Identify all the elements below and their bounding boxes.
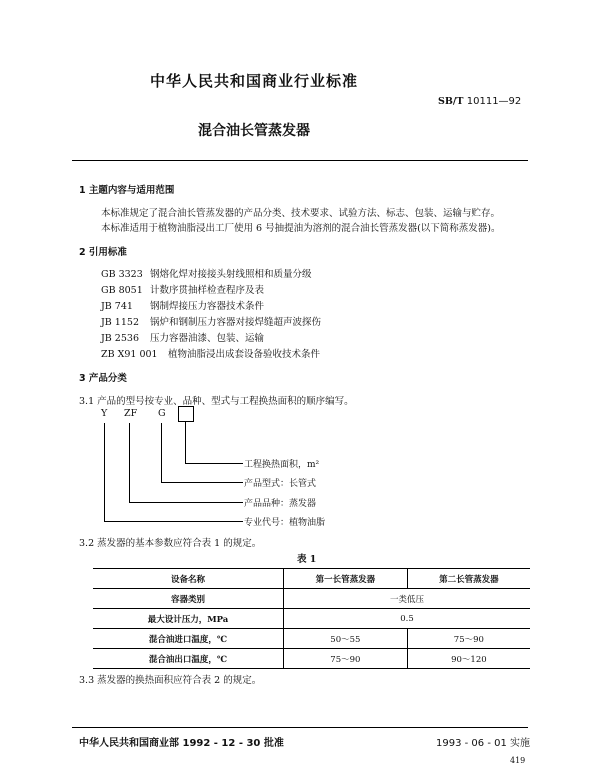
reference-item [101, 298, 264, 312]
table-cell-merged: 0.5 [284, 609, 531, 629]
leader-line-box [185, 421, 186, 463]
table-cell: 75～90 [407, 629, 530, 649]
table-cell-merged: 一类低压 [284, 589, 531, 609]
section-3-heading: 3 产品分类 [79, 373, 127, 384]
document-title: 混合油长管蒸发器 [198, 123, 310, 139]
table-row-label: 最大设计压力，MPa [93, 609, 284, 629]
standard-number [438, 96, 521, 107]
section-1-heading: 1 主题内容与适用范围 [79, 185, 175, 196]
reference-item [101, 314, 321, 328]
reference-item [101, 282, 264, 296]
reference-code: JB 1152 [101, 317, 139, 328]
section-2-heading: 2 引用标准 [79, 247, 127, 258]
table-row [93, 629, 530, 649]
page-number: 419 [510, 756, 526, 765]
leader-h-area [185, 463, 243, 464]
table-header-cell: 设备名称 [93, 569, 284, 589]
reference-code: JB 741 [101, 301, 133, 312]
model-letter-zf: ZF [124, 408, 138, 419]
table-header-cell: 第二长管蒸发器 [407, 569, 530, 589]
table-header-cell: 第一长管蒸发器 [284, 569, 408, 589]
approval-line: 中华人民共和国商业部 1992 - 12 - 30 批准 [79, 738, 284, 749]
table-cell: 90～120 [407, 649, 530, 669]
effective-date: 1993 - 06 - 01 实施 [436, 738, 531, 749]
table-cell: 50～55 [284, 629, 408, 649]
reference-item [101, 346, 320, 360]
label-specialty-code: 专业代号：植物油脂 [244, 518, 326, 528]
table-row-label: 容器类别 [93, 589, 284, 609]
reference-name: 计数序贯抽样检查程序及表 [150, 285, 265, 296]
model-letter-g: G [158, 408, 166, 419]
label-exchange-area: 工程换热面积，m² [244, 460, 320, 470]
reference-item [101, 266, 312, 280]
reference-code: GB 8051 [101, 285, 143, 296]
clause-3-1: 3.1 产品的型号按专业、品种、型式与工程换热面积的顺序编写。 [79, 396, 354, 407]
table-row-label: 混合油出口温度，℃ [93, 649, 284, 669]
reference-code: ZB X91 001 [101, 349, 158, 360]
leader-h-type [161, 482, 243, 483]
table-1 [93, 568, 530, 669]
table-1-caption: 表 1 [297, 554, 317, 565]
reference-name: 钢熔化焊对接接头射线照相和质量分级 [150, 269, 312, 280]
leader-h-specialty [104, 521, 243, 522]
reference-name: 植物油脂浸出成套设备验收技术条件 [168, 349, 321, 360]
reference-name: 钢制焊接压力容器技术条件 [150, 301, 265, 312]
standard-number-value: 10111—92 [466, 96, 522, 107]
standard-org-title: 中华人民共和国商业行业标准 [150, 72, 359, 90]
header-rule [72, 160, 528, 161]
model-letter-y: Y [101, 408, 108, 419]
reference-code: GB 3323 [101, 269, 143, 280]
leader-line-g [161, 423, 162, 482]
table-row [93, 649, 530, 669]
section-1-paragraph-2: 本标准适用于植物油脂浸出工厂使用 6 号抽提油为溶剂的混合油长管蒸发器(以下简称蒸发器)。 [101, 223, 501, 234]
standard-prefix: SB/T [438, 96, 464, 107]
reference-name: 压力容器油漆、包装、运输 [150, 333, 265, 344]
section-1-paragraph-1: 本标准规定了混合油长管蒸发器的产品分类、技术要求、试验方法、标志、包装、运输与贮存。 [101, 208, 501, 219]
table-row [93, 609, 530, 629]
table-row [93, 589, 530, 609]
reference-name: 锅炉和钢制压力容器对接焊缝超声波探伤 [150, 317, 322, 328]
leader-h-variety [129, 502, 243, 503]
reference-code: JB 2536 [101, 333, 139, 344]
leader-line-zf [129, 423, 130, 502]
reference-item [101, 330, 264, 344]
label-product-variety: 产品品种：蒸发器 [244, 499, 317, 509]
clause-3-2: 3.2 蒸发器的基本参数应符合表 1 的规定。 [79, 538, 262, 549]
area-placeholder-box [178, 406, 194, 422]
clause-3-3: 3.3 蒸发器的换热面积应符合表 2 的规定。 [79, 675, 262, 686]
table-header-row [93, 569, 530, 589]
label-product-type: 产品型式：长管式 [244, 479, 317, 489]
table-cell: 75～90 [284, 649, 408, 669]
leader-line-y [104, 423, 105, 521]
table-row-label: 混合油进口温度，℃ [93, 629, 284, 649]
footer-rule [72, 727, 528, 728]
